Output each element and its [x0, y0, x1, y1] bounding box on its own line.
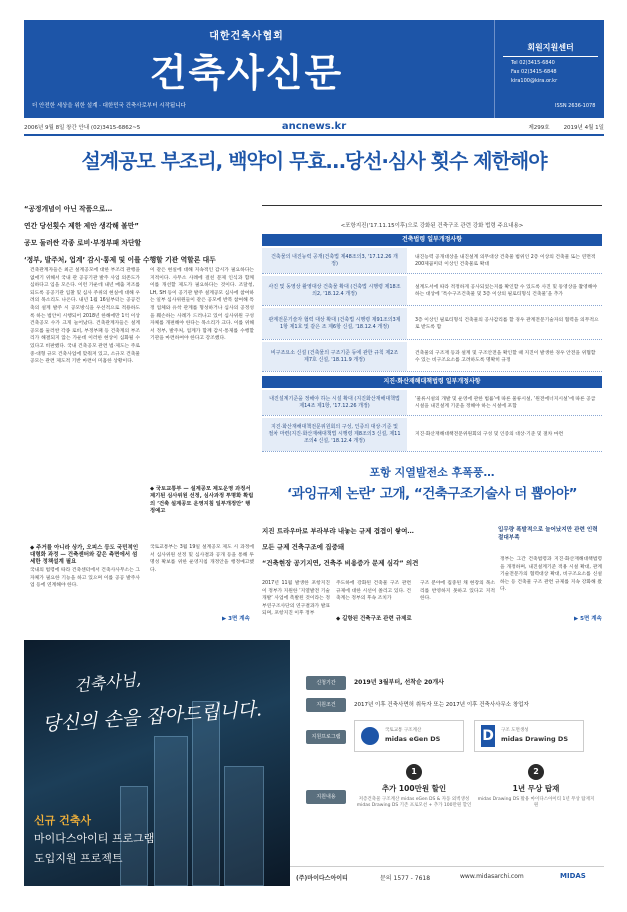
issn: ISSN 2636-1078	[555, 103, 596, 109]
benefit-1	[354, 764, 474, 809]
ad-info-value: 2017년 이후 건축사면허 취득자 또는 2017년 이후 건축사사무소 창업자	[354, 702, 529, 708]
ad-footer	[290, 866, 604, 886]
table-row	[262, 276, 602, 306]
newspaper-logo: 건축사신문	[149, 50, 344, 95]
building-graphic	[154, 736, 188, 886]
ad-info-value: 2019년 3월부터, 선착순 20개사	[354, 679, 444, 686]
lead-headline: 설계공모 부조리, 백약이 무효…당선·심사 횟수 제한해야	[81, 149, 547, 173]
benefit-title: 추가 100만원 할인	[381, 784, 447, 793]
second-body-col4: 정부는 그간 건축법령과 지진·화산재해대책법령을 개정하며, 내진설계기준 적용 시설 확대, 관계기술전문가의 협력대상 확대, 비구조요소를 신설하는 등 건축물 구조 관련 규제를 지속 강화해 왔다.	[500, 557, 602, 593]
product-name: midas eGen DS	[385, 735, 441, 743]
table-cell-right: 건축물의 구조재 등과 설계 및 구조안전을 확인할 때 지진이 발생한 경우 안전을 위협할 수 있는 비구조요소를 고려하도록 명확히 규정	[415, 350, 596, 363]
second-headline: ‘과잉규제 논란’ 고개, “건축구조기술사 더 뽑아야”	[287, 486, 577, 502]
table-cell-left: 내진설계기준을 정해야 하는 시설 확대 (지진화산재해대책법 제14조 제1항, '17.12.26 개정)	[262, 390, 407, 415]
second-body-col3: 구조 분야에 집중된 채 현장의 목소리를 반영하지 못하고 있다고 지적한다.	[420, 581, 495, 602]
fax-number: Fax 02)3415-6848	[511, 69, 557, 75]
ad-info-label: 지원프로그램	[306, 730, 346, 744]
second-body-col1: 2017년 11월 발생한 포항지진이 정부가 지원한 ‘지열발전 기술개발’ 사업에 촉발된 것이라는 정부연구조사단의 연구결과가 발표되며, 포항지진 이후 정부	[262, 581, 330, 617]
second-side-title: 입무량 폭발적으로 늘어났지만 관련 인력 절대부족	[498, 527, 598, 541]
ad-url[interactable]: www.midasarchi.com	[460, 873, 524, 880]
table-cell-right: 설계도서에 따라 적정하게 공사되었는지를 확인할 수 있도록 사진 및 동영상을 촬영해야 하는 대상에 ‘특수구조건축물 및 3층 이상의 필로티형식 건축물’을 추가	[415, 284, 598, 297]
table-cell-right: 지진·화산재해대책전문위원회의 구성 및 인증의 대상·기준 및 절차 마련	[415, 432, 564, 437]
table-row	[262, 342, 602, 372]
publish-date: 2019년 4월 1일	[563, 125, 604, 131]
summary-line: 연간 당선횟수 제한 제안 생각해 볼만”	[24, 222, 139, 230]
ad-title-line2: 마이다스아이티 프로그램	[34, 832, 155, 845]
lead-body-col1: 건축관계자들은 최근 설계공모에 대한 부조리 관행을 없애기 위해서 국내 관 공공기관 발주 사업 의존도가 심하다고 입을 모은다. 이런 가운데 내년 매출 저조를 되도록 공공기관 입찰 및 심사 주위의 현실에 대해 우려의 목소리도 나온다. 내년 1월 16일부터는 공공건축의 설계 발주 시 공모방식을 우선적으로 적용하도록 하는 법안이 시행되어 2018년 한해에만 1억 이상 건축공모 수가 크게 늘어났다. 건축관계자들은 설계공모를 둘러싼 각종 로비, 부정부패 등 건축계의 부조리가 해결되지 않는 가운데 이러한 현상이 심화될 수 있다고 비판했다. 국내 건축공모 관련 법·제도는 주로 중·대형 규모 건축사업에 맞춰져 있고, 소규모 건축물 공모는 관련 제도적 기반 마련이 미흡한 상황이다.	[30, 268, 140, 365]
table-section-header: 지진·화산재해대책법령 일부개정사항	[262, 376, 602, 388]
second-summary	[262, 527, 487, 575]
table-row	[262, 418, 602, 452]
benefit-title: 1년 무상 탑재	[512, 784, 560, 793]
table-row	[262, 248, 602, 274]
summary-line: 공모 둘러싼 각종 로비·부정부패 차단할	[24, 239, 142, 247]
ad-info-label: 지원내용	[306, 790, 346, 804]
member-support-panel	[494, 20, 604, 118]
ad-info-row	[306, 676, 596, 690]
summary-line: “건축현장 공기지연, 건축주 비용증가 문제 심각” 의견	[262, 559, 419, 567]
date-bar	[24, 122, 604, 136]
benefit-desc: 저층건축물 구조계산 midas eGen DS & 자동 외벽생성 midas Drawing DS 기존 프로모션 + 추가 100만원 할인	[356, 797, 472, 808]
product-box[interactable]	[474, 720, 584, 752]
benefit-2	[476, 764, 596, 809]
slogan: 더 안전한 세상을 위한 설계 · 대한민국 건축사로부터 시작됩니다	[32, 103, 186, 109]
summary-line: ‘정부, 발주처, 업계’ 감시·통제 및 이를 수행할 기관 역할론 대두	[24, 256, 216, 264]
table-cell-left: 관계전문기술자 협력 대상 확대 (건축법 시행령 제91조의3제1항 제1호 및 같은 조 제6항 신설, '18.12.4 개정)	[262, 308, 407, 339]
building-graphic	[192, 701, 220, 886]
product-name: midas Drawing DS	[501, 735, 569, 743]
midas-drawing-icon: D	[481, 725, 495, 747]
ad-info-row	[306, 698, 596, 712]
table-row	[262, 308, 602, 340]
summary-line: 지진 트라우마로 부라부랴 내놓는 규제 겹겹이 쌓여…	[262, 527, 414, 535]
product-desc: 국토교통 구조계산	[385, 728, 422, 733]
lead-summary	[24, 205, 252, 273]
product-desc: 구조 도면생성	[501, 728, 529, 733]
ad-script-line1: 건축사님,	[73, 669, 142, 696]
ad-info-label: 신청기간	[306, 676, 346, 690]
website-link[interactable]: ancnews.kr	[281, 121, 347, 132]
member-support-title: 회원지원센터	[503, 42, 598, 57]
building-graphic	[224, 766, 264, 886]
ad-info-label: 지원조건	[306, 698, 346, 712]
second-subheadline: 포항 지열발전소 후폭풍…	[369, 466, 495, 479]
benefit-desc: midas Drawing DS 활용 마이다스아이티 1년 무상 탑재지원	[477, 797, 595, 808]
masthead	[24, 20, 604, 118]
ad-title-line3: 도입지원 프로젝트	[34, 852, 123, 865]
advertisement[interactable]	[24, 640, 604, 886]
benefit-number: 2	[528, 764, 544, 780]
association-name: 대한건축사협회	[209, 31, 284, 42]
table-caption: <포항지진('17.11.15이후)으로 강화된 건축구조 관련 강화 법령 주요내용>	[340, 223, 524, 229]
email-address[interactable]: kira100@kira.or.kr	[511, 78, 558, 84]
midas-egen-icon	[361, 727, 379, 745]
ad-phone[interactable]: 문의 1577 - 7618	[380, 875, 431, 882]
continued-link[interactable]: ▶ 5면 계속	[574, 616, 602, 622]
table-section-header: 건축법령 일부개정사항	[262, 234, 602, 246]
lead-box: ◆ 국토교통부 — 설계공모 제도운영 과정서 제기된 심사위원 선정, 심사과정 투명화 확립의 ‘건축 설계공모 운영지침 일부개정안’ 행정예고	[150, 486, 254, 515]
table-cell-left: 비구조요소 신설 (건축물의 구조기준 등에 관한 규칙 제2조 제7호 신설, '18.11.9 개정)	[262, 342, 407, 371]
lead-body-col1b: 국내의 법령에 따라 건축센터에서 건축사사무소는 그 자체가 필요한 기능을 하고 있으며 이를 공공 발주사업 등에 연계해야 한다.	[30, 568, 140, 589]
ad-title-line1: 신규 건축사	[34, 814, 91, 827]
ad-script-line2: 당신의 손을 잡아드립니다.	[41, 698, 263, 736]
issue-number: 제299호	[528, 125, 550, 131]
benefit-number: 1	[406, 764, 422, 780]
table-cell-right: 내진능력 공개대상을 내진설계 의무대상 건축물 범위인 2층 이상의 건축물 또는 연면적 200제곱미터 이상인 건축물로 확대	[415, 254, 596, 267]
tel-number: Tel 02)3415-6840	[511, 60, 555, 66]
summary-line: 모든 규제 건축구조에 집중돼	[262, 543, 345, 551]
product-box[interactable]	[354, 720, 464, 752]
ad-company: (주)마이다스아이티	[296, 875, 348, 882]
table-cell-left: 건축물의 내진능력 공개(건축법 제48조의3, '17.12.26 개정)	[262, 248, 407, 273]
table-cell-left: 사진 및 동영상 촬영대상 건축물 확대 (건축법 시행령 제18조의2, '18.12.4 개정)	[262, 276, 407, 305]
second-body-col2: 주도하에 강화된 건축물 구조 관련 규제에 대한 시선이 쏠리고 있다. 건축계는 정부의 후속 조치가	[336, 581, 411, 602]
lead-body-col2b: 국토교통부는 3월 19일 설계공모 제도 시 과정에서 심사위원 선정 및 심사결과 공개 등을 통해 투명성 확보를 위한 운영지침 개정안을 행정예고했다.	[150, 545, 254, 573]
lead-bullet: ◆ 주거를 아니라 상가, 오피스 등도 국민적인 대형화 과정 — 건축센터와 같은 측면에서 섬세한 정책설계 필요	[30, 545, 139, 565]
issue-date	[528, 123, 604, 131]
table-cell-right: ‘물류시설의 개발 및 운영에 관한 법률’에 따른 물류시설, ‘원전에너지시설’에 따른 공급시설을 내진설계 기준을 정해야 하는 시설에 포함	[415, 396, 596, 409]
continued-link[interactable]: ▶ 3면 계속	[222, 616, 250, 622]
summary-line: “공정개념이 아닌 작품으로…	[24, 205, 113, 213]
midas-logo: MIDAS	[560, 872, 586, 880]
table-cell-right: 3층 이상인 필로티형식 건축물의 공사감리를 할 경우 관계전문기술자의 협력을 의무적으로 받도록 함	[415, 317, 599, 330]
table-cell-left: 지진·화산재해대책전문위원회의 구성, 인증의 대상·기준 및 절차 마련(지진·화산재해대책법 시행령 제8조의3 신설, 제11조의4 신설, '18.12.4 개정)	[262, 418, 407, 451]
table-row	[262, 390, 602, 416]
lead-body-col2: 이 같은 현실에 대해 지속적인 감시가 필요하다는 지적이다. 사무소 사례에 걸친 문제 인식과 함께 이를 개선할 제도가 필요하다는 것이다. 조달청, LH, SH 등이 공기관 발주 설계공모 심사에 참여하는 일부 심사위원들이 같은 공모에 반복 참여해 특정 업체와 유착 관계를 형성하거나 심사의 공정성을 훼손하는 사례가 드러나고 있어 심사위원 구성 자체를 개편해야 한다는 목소리가 크다. 이를 위해서 정부, 발주처, 업계가 함께 감시·통제를 수행할 기관을 마련하여야 한다고 강조했다.	[150, 268, 254, 342]
divider	[262, 205, 602, 206]
founding-info: 2006년 9월 8일 창간 안내 (02)3415-6862~5	[24, 125, 141, 131]
second-bullet: ◆ 길항된 건축구조 관련 규제로	[336, 616, 412, 622]
